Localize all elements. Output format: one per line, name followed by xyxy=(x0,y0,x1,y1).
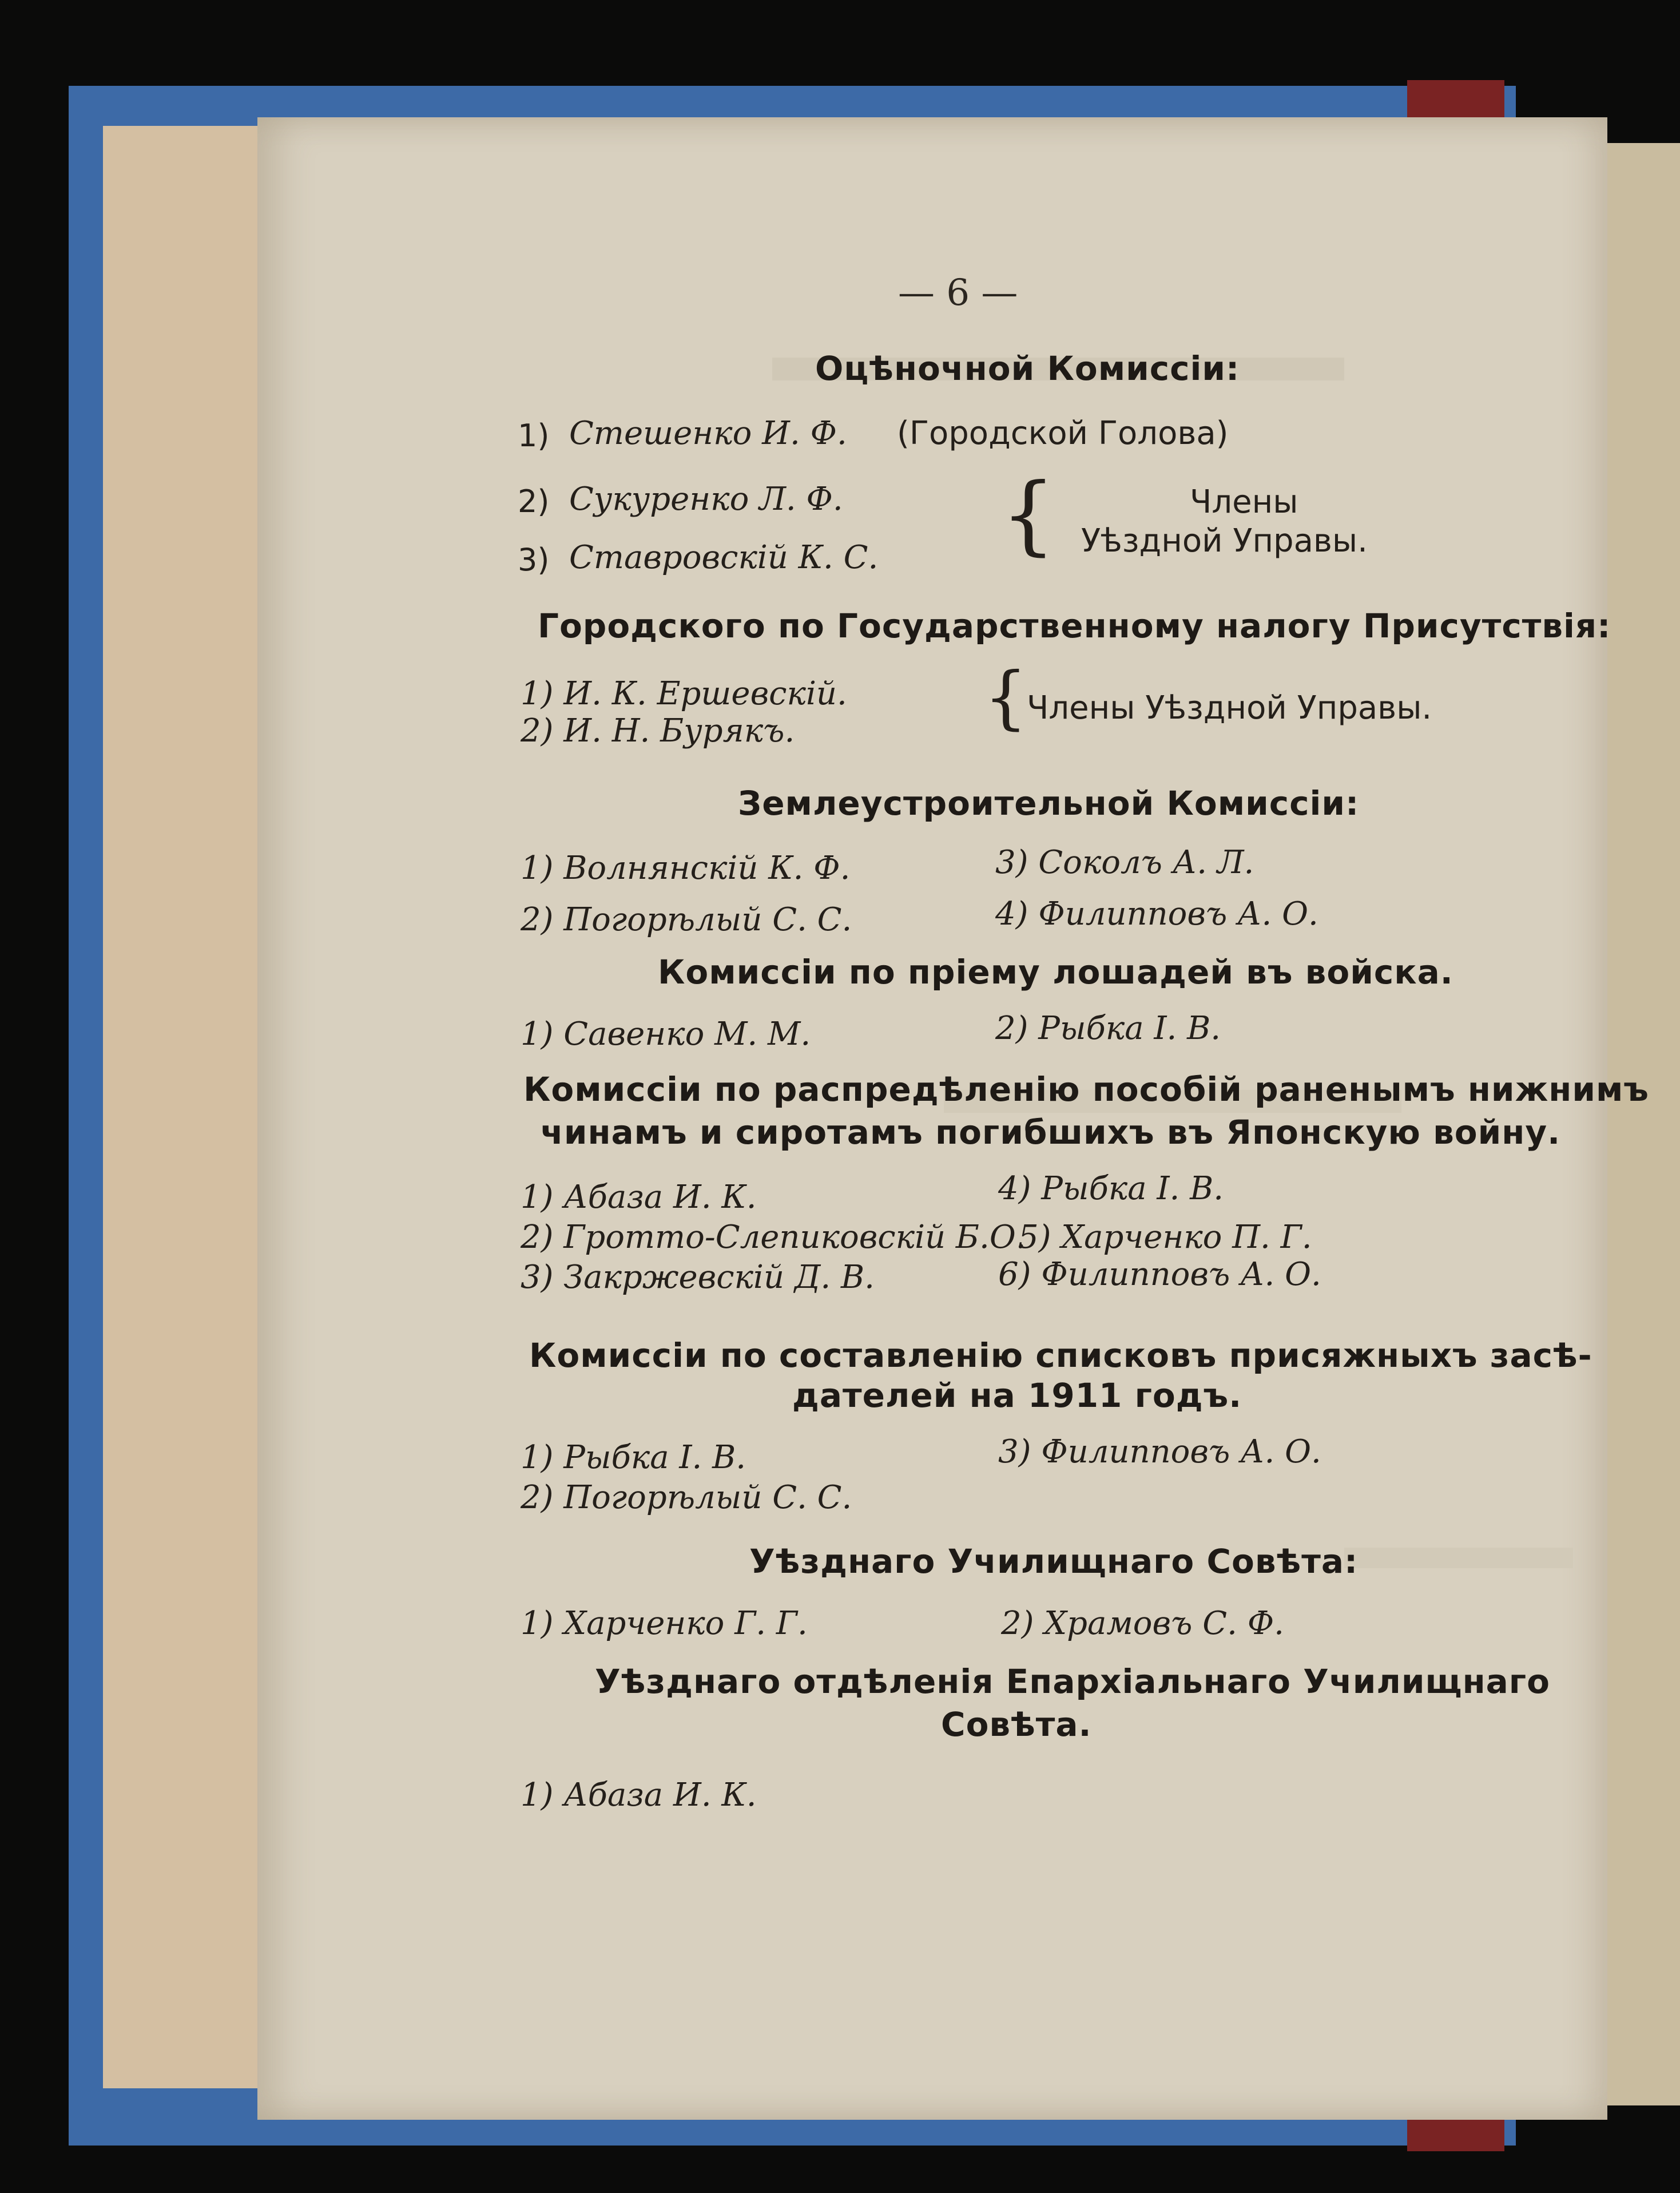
member-name: 3) Закржевскій Д. В. xyxy=(521,1259,875,1296)
page-number: — 6 — xyxy=(898,272,1018,314)
member-name: 2) Погорѣлый С. С. xyxy=(521,901,852,938)
previous-page-edge xyxy=(103,126,275,2088)
grouping-brace: { xyxy=(984,658,1028,737)
member-name: 1) Савенко М. М. xyxy=(521,1016,811,1053)
section-title-school-council: Уѣзднаго Училищнаго Совѣта: xyxy=(749,1542,1359,1581)
member-name: 2) Погорѣлый С. С. xyxy=(521,1479,852,1516)
member-name: 1) Абаза И. К. xyxy=(521,1776,757,1814)
member-name: 4) Филипповъ А. О. xyxy=(995,895,1318,933)
member-name: 2) И. Н. Бурякъ. xyxy=(521,712,795,749)
member-name: 6) Филипповъ А. О. xyxy=(998,1256,1321,1293)
member-name: 1) Абаза И. К. xyxy=(521,1179,757,1216)
section-title-benefits-commission: Комиссіи по распредѣленію пособій раненымъ нижнимъ xyxy=(523,1070,1649,1109)
section-title-jurors-commission: Комиссіи по составленію списковъ присяжныхъ засѣ- xyxy=(529,1336,1592,1375)
member-name: Сукуренко Л. Ф. xyxy=(569,481,843,518)
list-number: 1) xyxy=(518,418,550,454)
section-title-state-tax-office: Городского по Государственному налогу Присутствія: xyxy=(538,606,1611,645)
member-name: 1) Харченко Г. Г. xyxy=(521,1605,808,1642)
member-name: 3) Филипповъ А. О. xyxy=(998,1433,1321,1470)
member-name: 2) Рыбка І. В. xyxy=(995,1010,1221,1047)
member-name: 2) Храмовъ С. Ф. xyxy=(1001,1605,1284,1642)
group-label: Члены xyxy=(1190,483,1298,521)
book-page xyxy=(257,117,1649,2120)
list-number: 3) xyxy=(518,542,550,578)
section-title-benefits-commission-cont: чинамъ и сиротамъ погибшихъ въ Японскую войну. xyxy=(541,1113,1561,1152)
member-role-note: (Городской Голова) xyxy=(897,415,1229,452)
bleed-through-text xyxy=(1344,1548,1573,1568)
section-title-diocesan-school-council-cont: Совѣта. xyxy=(941,1705,1092,1744)
member-name: 1) Волнянскій К. Ф. xyxy=(521,850,851,887)
section-title-horse-commission: Комиссіи по пріему лошадей въ войска. xyxy=(658,953,1453,992)
section-title-jurors-commission-cont: дателей на 1911 годъ. xyxy=(792,1376,1242,1415)
member-name: 3) Соколъ А. Л. xyxy=(995,844,1254,881)
member-name: 1) И. К. Ершевскій. xyxy=(521,675,847,712)
member-name: 2) Гротто-Слепиковскій Б.О. xyxy=(521,1219,1026,1256)
section-title-land-commission: Землеустроительной Комиссіи: xyxy=(738,784,1360,823)
member-name: Стешенко И. Ф. xyxy=(569,415,847,452)
grouping-brace: { xyxy=(1001,465,1056,565)
group-label: Члены Уѣздной Управы. xyxy=(1027,689,1432,727)
member-name: 1) Рыбка І. В. xyxy=(521,1439,746,1476)
section-title-diocesan-school-council: Уѣзднаго отдѣленія Епархіальнаго Училищнаго xyxy=(595,1662,1550,1701)
group-label: Уѣздной Управы. xyxy=(1081,522,1368,560)
member-name: 5) Харченко П. Г. xyxy=(1018,1219,1312,1256)
list-number: 2) xyxy=(518,483,550,520)
section-title-appraisal-commission: Оцѣночной Комиссіи: xyxy=(815,349,1240,388)
member-name: Ставровскій К. С. xyxy=(569,539,879,576)
member-name: 4) Рыбка І. В. xyxy=(998,1170,1224,1207)
